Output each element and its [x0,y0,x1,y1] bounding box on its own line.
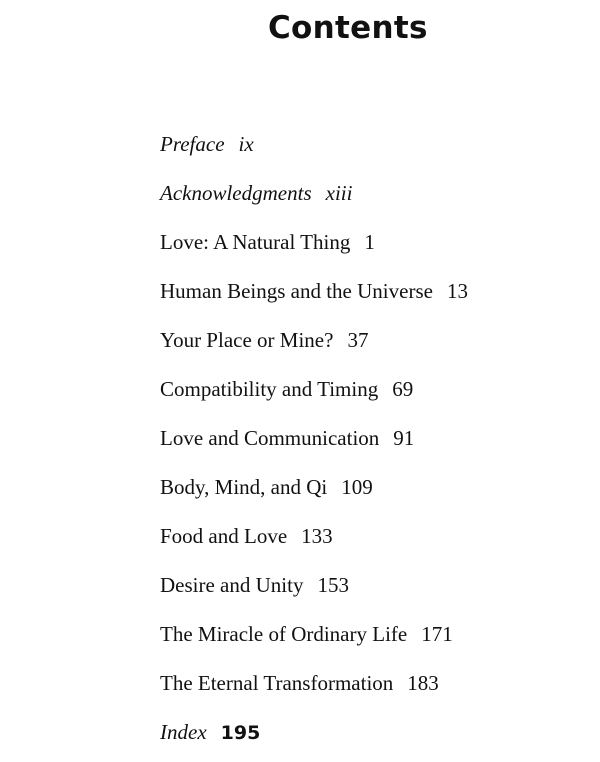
chapter-page: 133 [301,524,333,548]
toc-entry-page: xiii [325,181,353,205]
chapter-title: Love and Communication [160,426,380,450]
chapter-page: 37 [347,328,369,352]
toc-entry-page: ix [238,132,254,156]
chapter-page: 1 [364,230,375,254]
chapter-title: Love: A Natural Thing [160,230,351,254]
chapter-page: 183 [407,671,439,695]
chapter-page: 13 [446,279,468,303]
chapter-title: Compatibility and Timing [160,377,379,401]
chapter-title: Human Beings and the Universe [160,279,433,303]
chapter-title: Food and Love [160,524,288,548]
chapter-title: The Eternal Transformation [160,671,394,695]
toc-entry-page: 195 [220,722,261,744]
chapter-page: 69 [392,377,414,401]
page-title: Contents [268,10,428,46]
chapter-page: 171 [421,622,453,646]
chapter-title: The Miracle of Ordinary Life [160,622,408,646]
toc-entry-title: Preface [160,132,225,156]
chapter-title: Body, Mind, and Qi [160,475,328,499]
chapter-page: 153 [317,573,349,597]
chapter-title: Your Place or Mine? [160,328,334,352]
chapter-page: 91 [393,426,415,450]
chapter-title: Desire and Unity [160,573,304,597]
toc-entry-title: Acknowledgments [160,181,312,205]
chapter-page: 109 [341,475,373,499]
toc-entry-title: Index [160,720,207,744]
